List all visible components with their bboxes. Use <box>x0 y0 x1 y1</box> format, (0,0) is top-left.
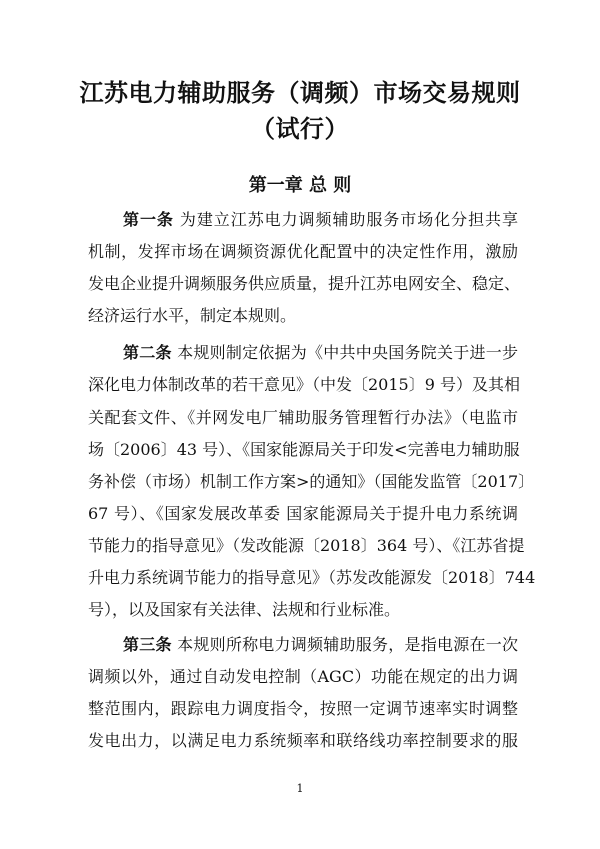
article-2-text: 本规则制定依据为《中共中央国务院关于进一步 <box>171 343 518 362</box>
article-1-label: 第一条 <box>123 210 174 229</box>
article-2-line-8: 升电力系统调节能力的指导意见》（苏发改能源发〔2018〕744 <box>88 568 536 587</box>
article-1-line-1 <box>123 209 518 231</box>
article-2-line-2: 深化电力体制改革的若干意见》（中发〔2015〕9 号）及其相 <box>88 375 520 394</box>
article-2-line-6: 67 号）、《国家发展改革委 国家能源局关于提升电力系统调 <box>88 504 518 523</box>
article-3-line-3: 整范围内，跟踪电力调度指令，按照一定调节速率实时调整 <box>88 699 518 718</box>
page-number: 1 <box>296 782 304 795</box>
article-3-line-2: 调频以外，通过自动发电控制（AGC）功能在规定的出力调 <box>88 667 518 686</box>
chapter-heading: 第一章 总 则 <box>248 175 352 196</box>
article-2-line-5: 务补偿（市场）机制工作方案>的通知》（国能发监管〔2017〕 <box>88 472 535 491</box>
article-3-text: 本规则所称电力调频辅助服务，是指电源在一次 <box>171 635 518 654</box>
article-2-line-7: 节能力的指导意见》（发改能源〔2018〕364 号）、《江苏省提 <box>88 536 525 555</box>
article-3-line-4: 发电出力，以满足电力系统频率和联络线功率控制要求的服 <box>88 731 518 750</box>
document-title: 江苏电力辅助服务（调频）市场交易规则 <box>79 79 521 107</box>
article-3-line-1 <box>123 634 518 656</box>
article-1-line-3: 发电企业提升调频服务供应质量，提升江苏电网安全、稳定、 <box>88 274 521 293</box>
article-2-line-3: 关配套文件、《并网发电厂辅助服务管理暂行办法》（电监市 <box>88 408 518 427</box>
article-2-label: 第二条 <box>123 343 172 362</box>
article-1-line-4: 经济运行水平，制定本规则。 <box>88 306 297 325</box>
article-3-label: 第三条 <box>123 635 172 654</box>
article-2-line-1 <box>123 342 518 364</box>
article-1-text: 为建立江苏电力调频辅助服务市场化分担共享 <box>173 210 518 229</box>
document-subtitle: （试行） <box>251 115 349 143</box>
article-2-line-4: 场〔2006〕43 号）、《国家能源局关于印发<完善电力辅助服 <box>88 440 520 459</box>
article-2-line-9: 号），以及国家有关法律、法规和行业标准。 <box>88 600 401 619</box>
article-1-line-2: 机制，发挥市场在调频资源优化配置中的决定性作用，激励 <box>88 242 518 261</box>
